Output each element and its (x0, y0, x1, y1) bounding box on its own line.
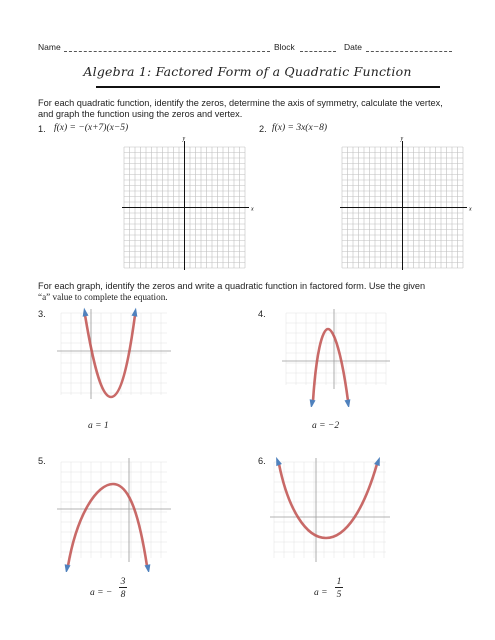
arrow-head-1 (65, 564, 71, 572)
title-underline (96, 86, 440, 88)
date-field[interactable] (366, 51, 452, 52)
parabola-curve (85, 315, 135, 397)
arrow-head-2 (345, 399, 351, 407)
problem-1-equation: f(x) = −(x+7)(x−5) (54, 123, 129, 133)
graph-6 (270, 454, 390, 572)
problem-6-number: 6. (258, 456, 266, 466)
problem-2-number: 2. (259, 124, 267, 134)
parabola-curve (68, 484, 147, 566)
y-axis-label: y (400, 136, 404, 142)
problem-5-number: 5. (38, 456, 46, 466)
problem-5-a-label: a = − (90, 588, 113, 598)
graph-4 (278, 305, 398, 407)
problem-3-a-value: a = 1 (88, 421, 109, 431)
block-label: Block (274, 42, 295, 52)
arrow-head-1 (310, 399, 316, 407)
arrow-head-2 (145, 564, 151, 572)
arrow-head-1 (276, 457, 282, 466)
problem-5-a-denominator: 8 (120, 590, 126, 600)
arrow-head-2 (374, 457, 380, 466)
problem-6-a-denominator: 5 (336, 590, 342, 600)
blank-graph-1[interactable] (118, 135, 258, 270)
x-axis-label: x (469, 206, 472, 213)
section1-instructions: For each quadratic function, identify the zeros, determine the axis of symmetry, calculate the vertex, and graph the function using the zeros and vertex. (38, 98, 443, 119)
problem-1-number: 1. (38, 124, 46, 134)
section2-instructions-line1: For each graph, identify the zeros and write a quadratic function in factored form. Use the given (38, 281, 426, 291)
name-label: Name (38, 42, 61, 52)
section2-instructions-line2: “a” value to complete the equation. (38, 292, 168, 302)
problem-3-number: 3. (38, 309, 46, 319)
problem-6-a-label: a = (314, 588, 328, 598)
page-title: Algebra 1: Factored Form of a Quadratic Function (83, 64, 412, 79)
arrow-head-1 (83, 308, 89, 317)
graph-5 (55, 454, 175, 572)
graph-3 (55, 305, 175, 407)
problem-6-a-numerator: 1 (336, 577, 342, 587)
problem-2-equation: f(x) = 3x(x−8) (272, 123, 328, 133)
parabola-curve (313, 329, 348, 401)
x-axis-label: x (251, 206, 254, 213)
name-field[interactable] (64, 51, 270, 52)
block-field[interactable] (300, 51, 336, 52)
parabola-curve (279, 464, 377, 538)
problem-4-a-value: a = −2 (312, 421, 340, 431)
blank-graph-2[interactable] (336, 135, 476, 270)
y-axis-label: y (182, 136, 186, 142)
problem-5-a-numerator: 3 (120, 577, 126, 587)
arrow-head-2 (132, 308, 138, 317)
date-label: Date (344, 42, 362, 52)
problem-4-number: 4. (258, 309, 266, 319)
